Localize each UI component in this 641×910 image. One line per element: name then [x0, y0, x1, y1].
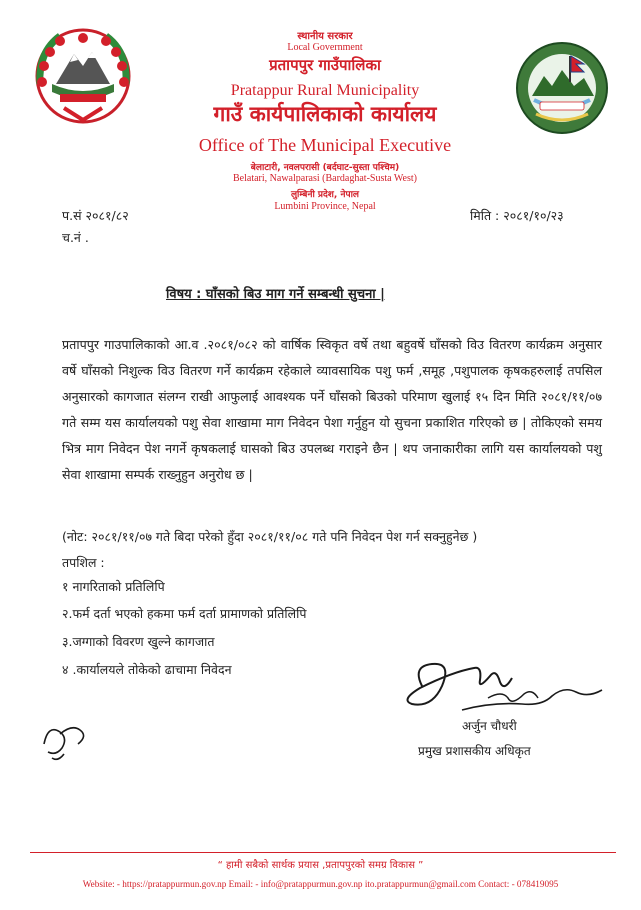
municipality-logo: [514, 40, 610, 136]
letter-note: (नोट: २०८१/११/०७ गते बिदा परेको हुँदा २०८१/११/०८ गते पनि निवेदन पेश गर्न सक्नुहुनेछ ): [62, 529, 478, 544]
signer-title: प्रमुख प्रशासकीय अधिकृत: [418, 744, 531, 758]
header-local-government-np: स्थानीय सरकार: [297, 31, 353, 42]
header-municipality-name-en: Pratappur Rural Municipality: [230, 82, 420, 99]
requirement-item: १ नागरिताको प्रतिलिपि: [62, 579, 165, 594]
nepal-emblem-logo: [30, 24, 136, 126]
header-address-np: बेलाटारी, नवलपरासी (बर्दघाट-सुस्ता पश्चिम): [250, 163, 400, 173]
letter-body: प्रतापपुर गाउपालिकाको आ.व .२०८१/०८२ को वार्षिक स्विकृत वर्षे तथा बहुवर्षे घाँसको विउ वितरण कार्यक्रम अनुसार वर्षे घाँसको निशुल्क विउ वितरण गर्ने कार्यक्रम रहेकाले व्यावसायिक पशु फर्म ,समूह ,पशुपालक कृषकहरुलाई तपसिल अनुसारको कागजात संलग्न राखी आफुलाई आवश्यक पर्ने घाँसको बिउको परिमाण खुलाई १५ दिन मिति २०८१/११/०७ गते सम्म यस कार्यालयको पशु सेवा शाखामा माग निवेदन पेशा गर्नुहुन यो सुचना प्रकाशित गरिएको छ | तोकिएको समय भित्र माग निवेदन पेश नगर्ने कृषकलाई घासको बिउ उपलब्ध गराइने छैन | थप जनाकारीका लागि यस कार्यालयको पशु सेवा शाखामा सम्पर्क राख्नुहुन अनुरोध छ |: [62, 337, 602, 482]
letter-reference-number: प.सं २०८१/८२: [62, 208, 129, 223]
letter-date: मिति : २०८१/१०/२३: [470, 208, 564, 223]
header-province-en: Lumbini Province, Nepal: [274, 201, 376, 212]
initial-signature: [38, 714, 96, 762]
header-municipality-name-np: प्रतापपुर गाउँपालिका: [269, 56, 381, 74]
footer-contact: Website: - https://pratappurmun.gov.np Email: - info@pratappurmun.gov.np ito.pratappurmun@gmail.com Contact: - 078419095: [82, 879, 559, 889]
signer-name: अर्जुन चौधरी: [462, 719, 517, 733]
letter-subject: विषय : घाँसको बिउ माग गर्ने सम्बन्धी सुचना |: [166, 287, 385, 302]
requirement-item: ३.जग्गाको विवरण खुल्ने कागजात: [62, 634, 215, 649]
header-local-government-en: Local Government: [287, 42, 363, 53]
requirement-item: २.फर्म दर्ता भएको हकमा फर्म दर्ता प्रामाणको प्रतिलिपि: [62, 606, 307, 621]
requirements-heading: तपशिल :: [62, 555, 105, 570]
officer-signature: [392, 646, 612, 726]
dispatch-number: च.नं .: [62, 230, 89, 245]
header-office-en: Office of The Municipal Executive: [198, 135, 452, 155]
footer-slogan: “ हामी सबैको सार्थक प्रयास ,प्रतापपुरको समग्र विकास ”: [217, 860, 424, 871]
header-province-np: लुम्बिनी प्रदेश, नेपाल: [290, 190, 360, 200]
footer-divider: [30, 852, 616, 853]
requirement-item: ४ .कार्यालयले तोकेको ढाचामा निवेदन: [62, 662, 232, 677]
header-office-np: गाउँ कार्यपालिकाको कार्यालय: [213, 102, 437, 126]
header-address-en: Belatari, Nawalparasi (Bardaghat-Susta West): [233, 173, 417, 184]
